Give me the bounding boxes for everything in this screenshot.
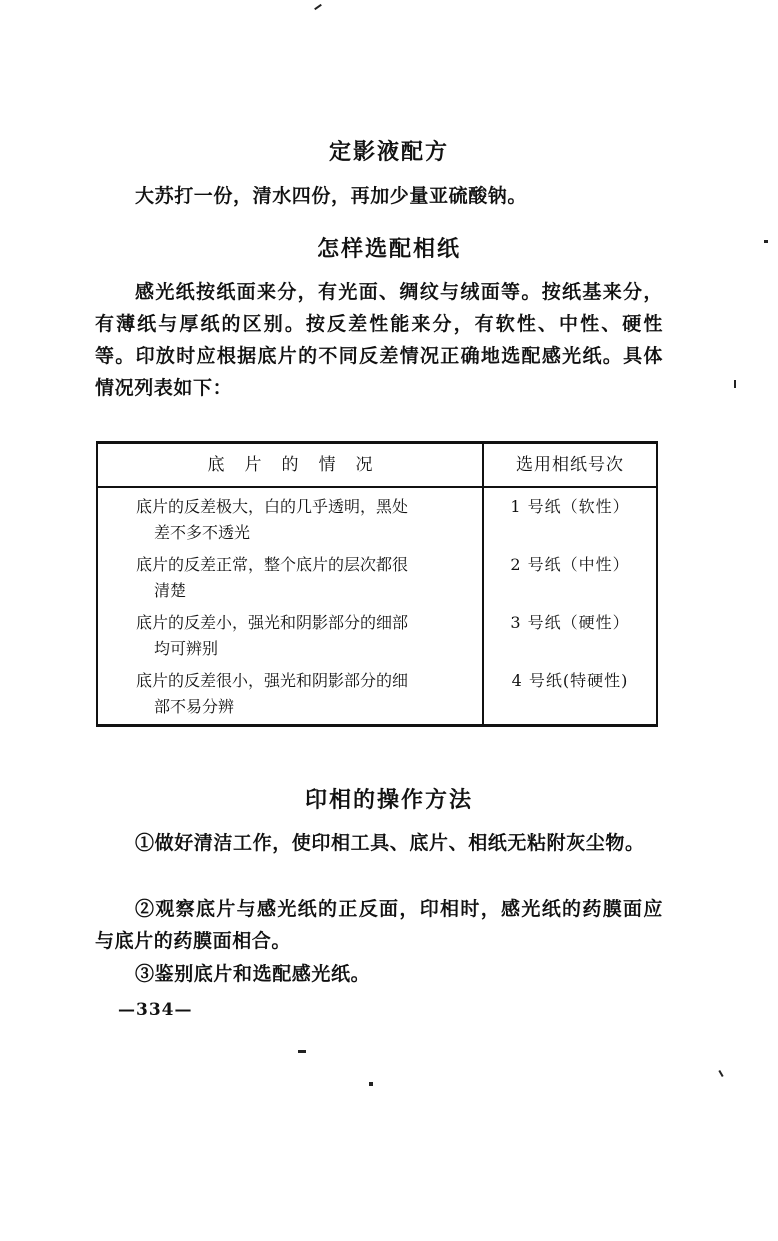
printing-step-2: ②观察底片与感光纸的正反面，印相时，感光纸的药膜面应与底片的药膜面相合。 [95, 898, 663, 952]
condition-line: 底片的反差小，强光和阴影部分的细部 [136, 613, 409, 632]
negative-condition-cell [136, 494, 468, 546]
table-header-row [98, 444, 656, 488]
paper-selection-heading: 怎样选配相纸 [316, 236, 461, 262]
scan-speck [718, 1070, 723, 1077]
printing-step-3: ③鉴别底片和选配感光纸。 [135, 963, 371, 985]
scan-speck [734, 380, 736, 388]
printing-method-heading: 印相的操作方法 [304, 787, 473, 813]
paper-grade-cell: 1 号纸（软性） [510, 497, 630, 516]
condition-line: 底片的反差极大，白的几乎透明，黑处 [136, 497, 409, 516]
condition-line: 底片的反差正常，整个底片的层次都很 [136, 555, 409, 574]
page-number: —334— [118, 1000, 193, 1020]
scan-speck [314, 4, 322, 10]
paper-grade-cell: 2 号纸（中性） [510, 555, 630, 574]
condition-line: 清楚 [154, 581, 187, 600]
paper-grade-cell: 3 号纸（硬性） [510, 613, 630, 632]
negative-condition-cell [136, 552, 468, 604]
table-header-negative-condition: 底片的情况 [207, 455, 393, 475]
printing-step-1: ①做好清洁工作，使印相工具、底片、相纸无粘附灰尘物。 [135, 832, 645, 854]
fixer-formula-text: 大苏打一份，清水四份，再加少量亚硫酸钠。 [135, 185, 528, 207]
condition-line: 部不易分辨 [154, 697, 235, 716]
table-row [98, 610, 656, 668]
table-header-paper-grade: 选用相纸号次 [516, 455, 624, 475]
condition-line: 差不多不透光 [154, 523, 251, 542]
condition-line: 底片的反差很小，强光和阴影部分的细 [136, 671, 409, 690]
table-row [98, 552, 656, 610]
paper-selection-table [96, 441, 658, 727]
table-row [98, 668, 656, 726]
paper-grade-cell: 4 号纸(特硬性) [511, 671, 629, 690]
paper-selection-text: 感光纸按纸面来分，有光面、绸纹与绒面等。按纸基来分，有薄纸与厚纸的区别。按反差性能来分，有软性、中性、硬性等。印放时应根据底片的不同反差情况正确地选配感光纸。具体情况列表如下： [95, 281, 663, 399]
fixer-heading: 定影液配方 [328, 139, 449, 165]
negative-condition-cell [136, 610, 468, 662]
negative-condition-cell [136, 668, 468, 720]
scan-speck [764, 240, 768, 243]
scan-speck [369, 1082, 373, 1086]
scan-speck [298, 1050, 306, 1053]
table-row [98, 494, 656, 552]
condition-line: 均可辨别 [154, 639, 219, 658]
